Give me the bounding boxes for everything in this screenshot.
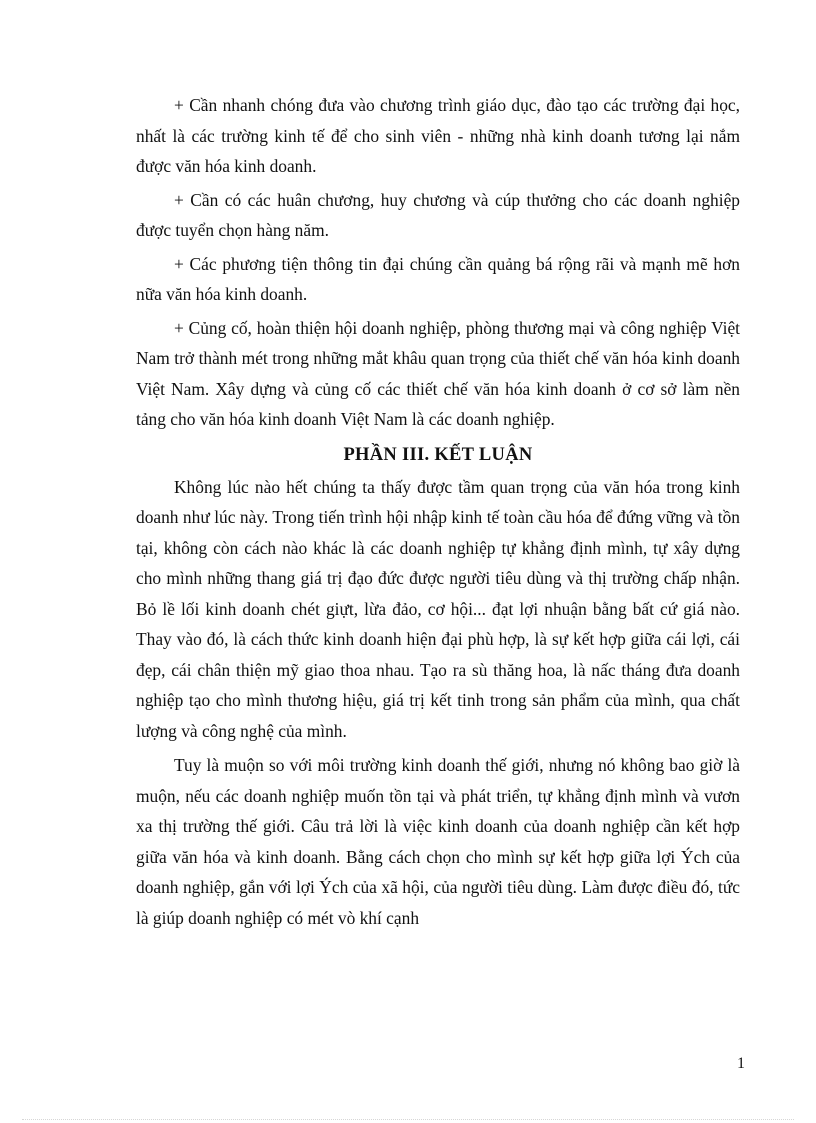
page-bottom-divider [22,1119,794,1120]
page-content [136,90,740,937]
recommendation-item: + Củng cố, hoàn thiện hội doanh nghiệp, phòng thương mại và công nghiệp Việt Nam trở thành mét trong những mắt khâu quan trọng của thiết chế văn hóa kinh doanh Việt Nam. Xây dựng và củng cố các thiết chế văn hóa kinh doanh ở cơ sở làm nền tảng cho văn hóa kinh doanh Việt Nam là các doanh nghiệp. [136,317,740,429]
conclusion-paragraph: Tuy là muộn so với môi trường kinh doanh thế giới, nhưng nó không bao giờ là muộn, nếu các doanh nghiệp muốn tồn tại và phát triển, tự khẳng định mình và vươn xa thị trường thế giới. Câu trả lời là việc kinh doanh của doanh nghiệp cần kết hợp giữa văn hóa và kinh doanh. Bằng cách chọn cho mình sự kết hợp giữa lợi Ých của doanh nghiệp, gắn với lợi Ých của xã hội, của người tiêu dùng. Làm được điều đó, tức là giúp doanh nghiệp có mét vò khí cạnh [136,755,740,928]
recommendation-item: + Cần nhanh chóng đưa vào chương trình giáo dục, đào tạo các trường đại học, nhất là các trường kinh tế để cho sinh viên - những nhà kinh doanh tương lại nắm được văn hóa kinh doanh. [136,95,740,176]
recommendation-item: + Cần có các huân chương, huy chương và cúp thưởng cho các doanh nghiệp được tuyển chọn hàng năm. [136,189,740,240]
section-heading: PHẦN III. KẾT LUẬN [343,444,533,465]
recommendation-list [136,90,740,435]
conclusion-section [136,472,740,934]
recommendation-item: + Các phương tiện thông tin đại chúng cần quảng bá rộng rãi và mạnh mẽ hơn nữa văn hóa kinh doanh. [136,253,740,304]
conclusion-paragraph: Không lúc nào hết chúng ta thấy được tầm quan trọng của văn hóa trong kinh doanh như lúc này. Trong tiến trình hội nhập kinh tế toàn cầu hóa để đứng vững và tồn tại, không còn cách nào khác là các doanh nghiệp tự khẳng định mình, tự xây dựng cho mình những thang giá trị đạo đức được người tiêu dùng và thị trường chấp nhận. Bỏ lề lối kinh doanh chét giựt, lừa đảo, cơ hội... đạt lợi nhuận bằng bất cứ giá nào. Thay vào đó, là cách thức kinh doanh hiện đại phù hợp, là sự kết hợp giữa cái lợi, cái đẹp, cái chân thiện mỹ giao thoa nhau. Tạo ra sù thăng hoa, là nấc tháng đưa doanh nghiệp tạo cho mình thương hiệu, giá trị kết tinh trong sản phẩm của mình, qua chất lượng và công nghệ của mình. [136,476,740,741]
page-number: 1 [737,1055,745,1072]
